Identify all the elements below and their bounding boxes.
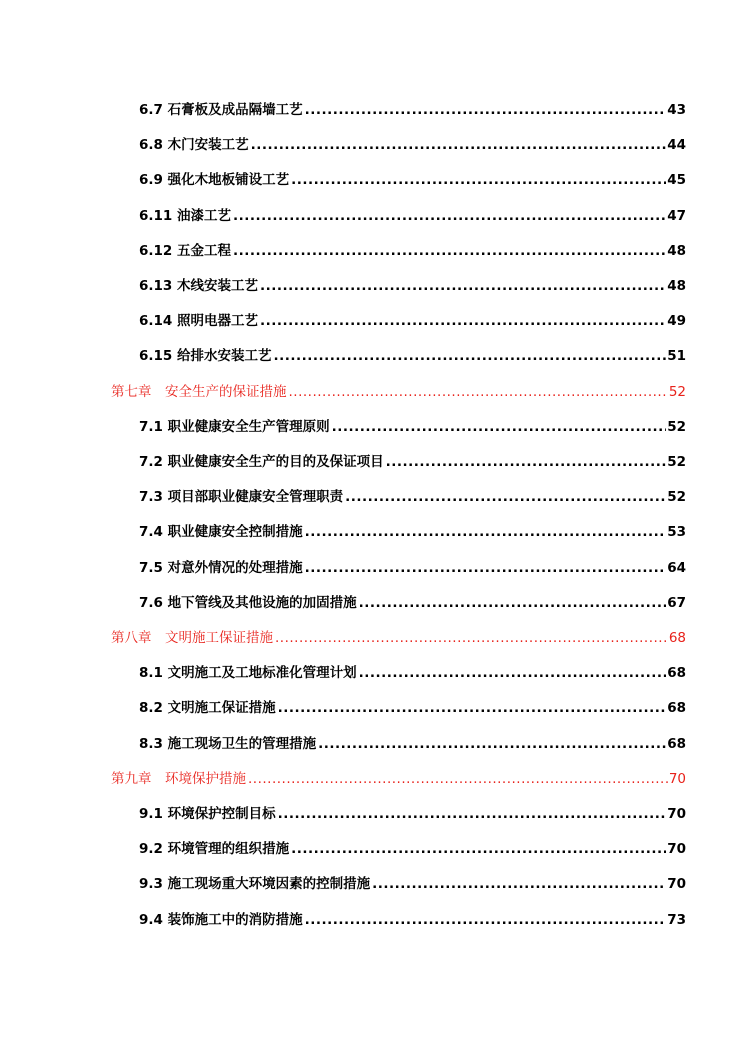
toc-entry-title: 7.5 对意外情况的处理措施 [139, 559, 303, 576]
toc-dot-leader [260, 277, 666, 295]
toc-page-number: 70 [668, 770, 686, 787]
toc-entry-title: 6.14 照明电器工艺 [139, 313, 259, 330]
toc-page-number: 73 [667, 911, 686, 928]
toc-entry-title: 第八章 文明施工保证措施 [111, 630, 273, 646]
toc-page-number: 45 [667, 172, 686, 189]
toc-page-number: 68 [667, 665, 686, 682]
toc-entry-title: 7.1 职业健康安全生产管理原则 [139, 418, 330, 435]
toc-entry-title: 6.11 油漆工艺 [139, 207, 232, 224]
toc-dot-leader [305, 523, 667, 541]
toc-dot-leader [305, 559, 667, 577]
toc-section-entry[interactable] [139, 271, 686, 295]
toc-dot-leader [233, 207, 666, 225]
toc-entry-title: 6.13 木线安装工艺 [139, 278, 259, 294]
toc-section-entry[interactable] [139, 799, 686, 823]
toc-section-entry[interactable] [139, 553, 686, 577]
toc-section-entry[interactable] [139, 130, 686, 154]
toc-section-entry[interactable] [139, 658, 686, 682]
toc-chapter-entry[interactable] [111, 764, 686, 788]
toc-dot-leader [278, 699, 667, 717]
toc-section-entry[interactable] [139, 869, 686, 893]
toc-entry-title: 8.3 施工现场卫生的管理措施 [139, 735, 317, 752]
toc-section-entry[interactable] [139, 447, 686, 471]
toc-dot-leader [386, 453, 667, 471]
toc-page-number: 48 [667, 242, 686, 259]
toc-page-number: 53 [667, 524, 686, 541]
toc-section-entry[interactable] [139, 482, 686, 506]
toc-dot-leader [332, 418, 667, 436]
toc-dot-leader [278, 805, 667, 823]
toc-section-entry[interactable] [139, 588, 686, 612]
toc-section-entry[interactable] [139, 341, 686, 365]
toc-dot-leader [318, 735, 666, 753]
toc-entry-title: 7.3 项目部职业健康安全管理职责 [139, 489, 344, 506]
toc-page-number: 52 [668, 383, 686, 400]
toc-page-number: 44 [667, 137, 686, 154]
toc-page-number: 47 [667, 207, 686, 224]
toc-dot-leader [305, 101, 667, 119]
toc-page-number: 70 [667, 876, 686, 893]
toc-entry-title: 第七章 安全生产的保证措施 [111, 383, 287, 400]
toc-entry-title: 7.6 地下管线及其他设施的加固措施 [139, 594, 357, 611]
toc-entry-title: 9.1 环境保护控制目标 [139, 806, 276, 822]
toc-chapter-entry[interactable] [111, 377, 686, 401]
toc-dot-leader [305, 911, 667, 929]
toc-section-entry[interactable] [139, 517, 686, 541]
toc-section-entry[interactable] [139, 693, 686, 717]
toc-dot-leader [248, 770, 668, 788]
toc-entry-title: 9.2 环境管理的组织措施 [139, 841, 290, 858]
toc-dot-leader [345, 488, 666, 506]
toc-dot-leader [289, 383, 668, 401]
toc-entry-title: 7.2 职业健康安全生产的目的及保证项目 [139, 454, 384, 470]
toc-dot-leader [359, 664, 667, 682]
toc-page-number: 68 [668, 630, 686, 646]
toc-section-entry[interactable] [139, 236, 686, 260]
toc-section-entry[interactable] [139, 201, 686, 225]
toc-chapter-entry[interactable] [111, 623, 686, 647]
toc-entry-title: 第九章 环境保护措施 [111, 770, 246, 787]
toc-page-number: 70 [667, 806, 686, 822]
toc-dot-leader [291, 171, 666, 189]
toc-entry-title: 9.4 装饰施工中的消防措施 [139, 911, 303, 928]
toc-page-number: 70 [667, 841, 686, 858]
toc-page-number: 64 [667, 559, 686, 576]
toc-dot-leader [260, 312, 666, 330]
toc-page-number: 52 [667, 489, 686, 506]
toc-entry-title: 8.2 文明施工保证措施 [139, 700, 276, 717]
toc-dot-leader [251, 136, 667, 154]
toc-page-number: 52 [667, 454, 686, 470]
toc-section-entry[interactable] [139, 306, 686, 330]
toc-dot-leader [291, 840, 666, 858]
toc-dot-leader [274, 347, 667, 365]
toc-page-number: 52 [667, 418, 686, 435]
toc-page-number: 68 [667, 700, 686, 717]
toc-section-entry[interactable] [139, 165, 686, 189]
toc-section-entry[interactable] [139, 834, 686, 858]
toc-section-entry[interactable] [139, 905, 686, 929]
toc-dot-leader [359, 594, 667, 612]
toc-entry-title: 7.4 职业健康安全控制措施 [139, 524, 303, 541]
toc-page-number: 51 [667, 348, 686, 365]
toc-page-number: 43 [667, 102, 686, 118]
toc-entry-title: 6.7 石膏板及成品隔墙工艺 [139, 102, 303, 118]
toc-dot-leader [372, 875, 666, 893]
toc-dot-leader [233, 242, 666, 260]
toc-page-number: 67 [667, 594, 686, 611]
toc-entry-title: 9.3 施工现场重大环境因素的控制措施 [139, 876, 371, 893]
toc-section-entry[interactable] [139, 95, 686, 119]
toc-page-number: 49 [667, 313, 686, 330]
toc-page-number: 48 [667, 278, 686, 294]
toc-dot-leader [275, 629, 668, 647]
toc-entry-title: 6.12 五金工程 [139, 242, 232, 259]
toc-entry-title: 6.9 强化木地板铺设工艺 [139, 172, 290, 189]
toc-section-entry[interactable] [139, 729, 686, 753]
toc-page-number: 68 [667, 735, 686, 752]
toc-entry-title: 6.8 木门安装工艺 [139, 137, 249, 154]
toc-section-entry[interactable] [139, 412, 686, 436]
toc-entry-title: 6.15 给排水安装工艺 [139, 348, 272, 365]
toc-entry-title: 8.1 文明施工及工地标准化管理计划 [139, 665, 357, 682]
